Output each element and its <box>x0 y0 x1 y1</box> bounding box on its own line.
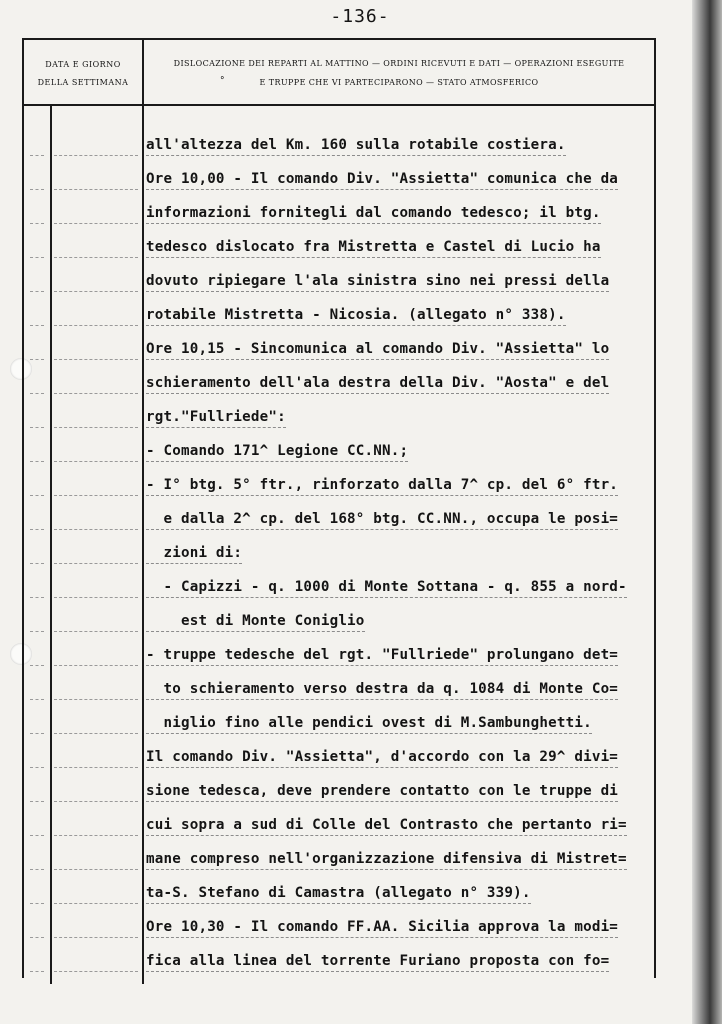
ruling-line <box>54 257 138 258</box>
ruling-line <box>30 359 44 360</box>
ruling-line <box>54 563 138 564</box>
text-line: e dalla 2^ cp. del 168° btg. CC.NN., occupa le posi= <box>146 509 618 530</box>
ruling-line <box>30 631 44 632</box>
ruling-line <box>54 223 138 224</box>
ruling-line <box>54 393 138 394</box>
page-number: -136- <box>330 6 390 27</box>
ruling-line <box>54 155 138 156</box>
ruling-line <box>54 427 138 428</box>
date-header-line2: DELLA SETTIMANA <box>37 78 129 87</box>
ruling-line <box>54 767 138 768</box>
ruling-line <box>54 903 138 904</box>
ruling-line <box>30 801 44 802</box>
ruling-line <box>54 665 138 666</box>
content-header-line2: E TRUPPE CHE VI PARTECIPARONO — STATO ATMOSFERICO <box>259 78 539 87</box>
ruling-line <box>30 563 44 564</box>
ruling-line <box>30 291 44 292</box>
content-column-header <box>144 40 654 104</box>
ruling-line <box>54 971 138 972</box>
text-line: sione tedesca, deve prendere contatto con le truppe di <box>146 781 618 802</box>
ruling-line <box>30 971 44 972</box>
ruling-line <box>30 155 44 156</box>
date-column-divider <box>142 104 144 984</box>
text-line: - truppe tedesche del rgt. "Fullriede" prolungano det= <box>146 645 618 666</box>
ruling-line <box>54 869 138 870</box>
ruling-line <box>54 291 138 292</box>
text-line: fica alla linea del torrente Furiano proposta con fo= <box>146 951 609 972</box>
text-line: Ore 10,00 - Il comando Div. "Assietta" comunica che da <box>146 169 618 190</box>
text-line: rotabile Mistretta - Nicosia. (allegato n° 338). <box>146 305 566 326</box>
ruling-line <box>30 699 44 700</box>
ruling-line <box>30 189 44 190</box>
text-line: schieramento dell'ala destra della Div. "Aosta" e del <box>146 373 609 394</box>
ruling-line <box>30 427 44 428</box>
ruling-line <box>30 665 44 666</box>
ruling-line <box>54 835 138 836</box>
ruling-line <box>54 631 138 632</box>
ruling-line <box>54 699 138 700</box>
binding-edge <box>692 0 722 1024</box>
text-line: Ore 10,15 - Sincomunica al comando Div. "Assietta" lo <box>146 339 609 360</box>
text-line: est di Monte Coniglio <box>146 611 365 632</box>
text-line: to schieramento verso destra da q. 1084 di Monte Co= <box>146 679 618 700</box>
text-line: ta-S. Stefano di Camastra (allegato n° 339). <box>146 883 531 904</box>
date-header-line1: DATA E GIORNO <box>45 60 121 69</box>
ruling-line <box>30 325 44 326</box>
text-line: rgt."Fullriede": <box>146 407 286 428</box>
ruling-line <box>54 325 138 326</box>
ruling-line <box>30 461 44 462</box>
table-header <box>24 40 654 106</box>
text-line: tedesco dislocato fra Mistretta e Castel di Lucio ha <box>146 237 601 258</box>
text-line: zioni di: <box>146 543 242 564</box>
ruling-line <box>54 597 138 598</box>
content-header-line1: DISLOCAZIONE DEI REPARTI AL MATTINO — ORDINI RICEVUTI E DATI — OPERAZIONI ESEGUITE <box>173 59 625 68</box>
ruling-line <box>30 733 44 734</box>
ruling-line <box>30 903 44 904</box>
ruling-line <box>30 223 44 224</box>
text-line: informazioni fornitegli dal comando tedesco; il btg. <box>146 203 601 224</box>
text-line: Il comando Div. "Assietta", d'accordo con la 29^ divi= <box>146 747 618 768</box>
ruling-line <box>54 189 138 190</box>
ruling-line <box>30 597 44 598</box>
text-line: dovuto ripiegare l'ala sinistra sino nei pressi della <box>146 271 609 292</box>
ruling-line <box>30 495 44 496</box>
text-line: all'altezza del Km. 160 sulla rotabile costiera. <box>146 135 566 156</box>
date-column-header <box>24 40 144 104</box>
ruling-line <box>30 529 44 530</box>
text-line: - I° btg. 5° ftr., rinforzato dalla 7^ cp. del 6° ftr. <box>146 475 618 496</box>
text-line: mane compreso nell'organizzazione difensiva di Mistret= <box>146 849 627 870</box>
ruling-line <box>54 359 138 360</box>
ruling-line <box>30 835 44 836</box>
day-column-divider <box>50 104 52 984</box>
header-dot: ° <box>220 76 225 86</box>
ruling-line <box>30 869 44 870</box>
ruling-line <box>54 495 138 496</box>
ruling-line <box>30 937 44 938</box>
ruling-line <box>54 529 138 530</box>
ruling-line <box>30 393 44 394</box>
ruling-line <box>54 801 138 802</box>
ruling-line <box>30 767 44 768</box>
text-line: niglio fino alle pendici ovest di M.Sambunghetti. <box>146 713 592 734</box>
text-line: - Capizzi - q. 1000 di Monte Sottana - q. 855 a nord- <box>146 577 627 598</box>
text-line: Ore 10,30 - Il comando FF.AA. Sicilia approva la modi= <box>146 917 618 938</box>
ruling-line <box>54 937 138 938</box>
ruling-line <box>30 257 44 258</box>
ruling-line <box>54 461 138 462</box>
text-line: - Comando 171^ Legione CC.NN.; <box>146 441 408 462</box>
ruling-line <box>54 733 138 734</box>
text-line: cui sopra a sud di Colle del Contrasto che pertanto ri= <box>146 815 627 836</box>
